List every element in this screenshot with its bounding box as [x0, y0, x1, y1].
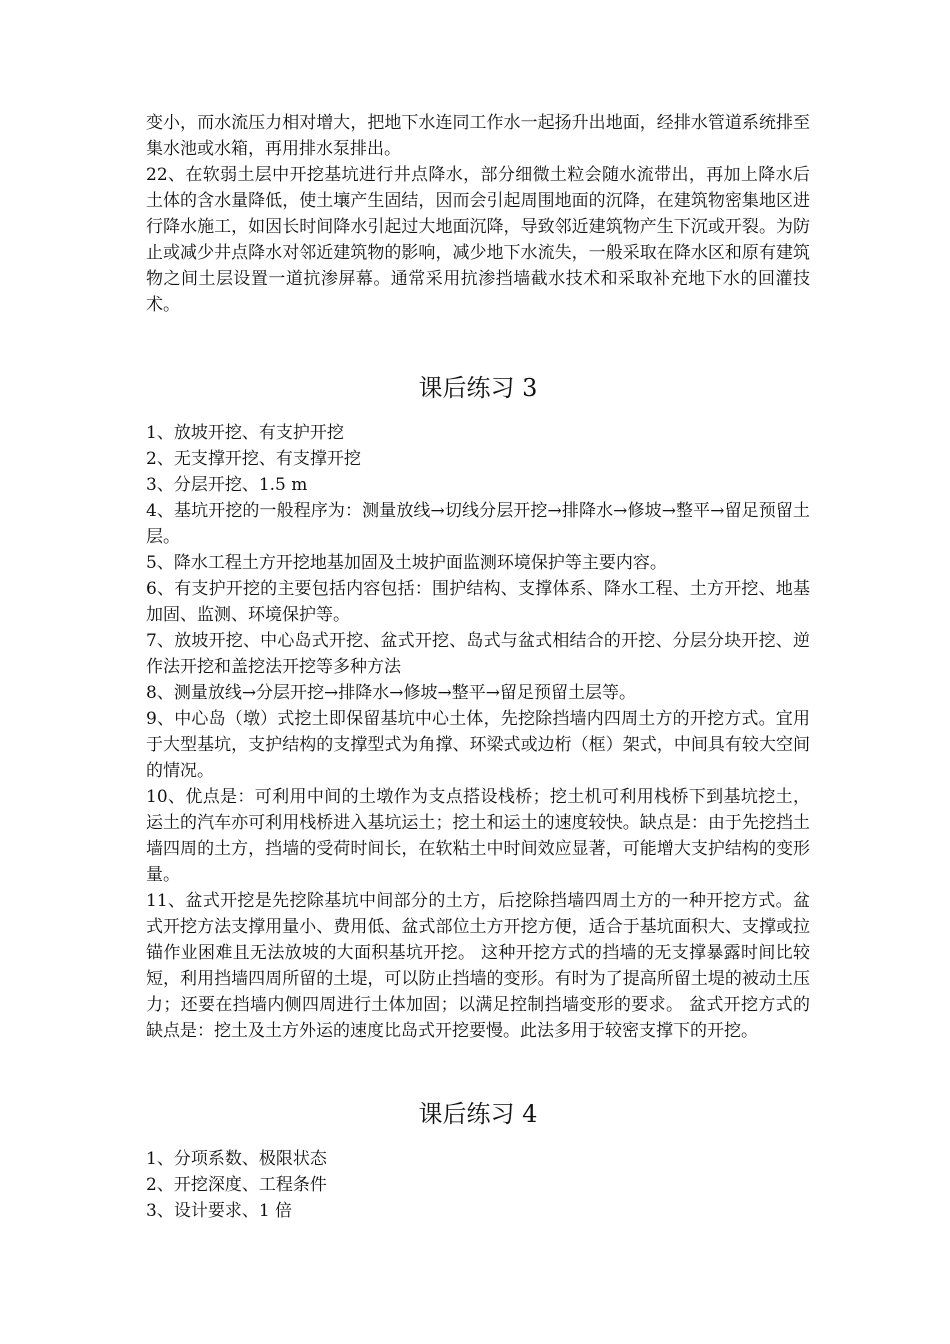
list-item: 4、基坑开挖的一般程序为：测量放线→切线分层开挖→排降水→修坡→整平→留足预留土层。 [146, 501, 810, 547]
section-4-list [146, 1146, 810, 1224]
list-item: 3、分层开挖、1.5 m [146, 475, 308, 495]
section-3-title: 课后练习 3 [418, 374, 538, 402]
intro-section [146, 110, 810, 318]
list-item: 8、测量放线→分层开挖→排降水→修坡→整平→留足预留土层等。 [146, 683, 637, 703]
list-item: 2、开挖深度、工程条件 [146, 1175, 327, 1195]
list-item: 11、盆式开挖是先挖除基坑中间部分的土方，后挖除挡墙四周土方的一种开挖方式。盆式开挖方法支撑用量小、费用低、盆式部位土方开挖方便，适合于基坑面积大、支撑或拉锚作业困难且无法放坡的大面积基坑开挖。 这种开挖方式的挡墙的无支撑暴露时间比较短，利用挡墙四周所留的土堤，可以防止挡墙的变形。有时为了提高所留土堤的被动土压力；还要在挡墙内侧四周进行土体加固；以满足控制挡墙变形的要求。 盆式开挖方式的缺点是：挖土及土方外运的速度比岛式开挖要慢。此法多用于较密支撑下的开挖。 [146, 891, 810, 1041]
section-3-list [146, 420, 810, 1044]
list-item: 1、分项系数、极限状态 [146, 1149, 327, 1169]
list-item: 7、放坡开挖、中心岛式开挖、盆式开挖、岛式与盆式相结合的开挖、分层分块开挖、逆作法开挖和盖挖法开挖等多种方法 [146, 631, 810, 677]
list-item: 10、优点是：可利用中间的土墩作为支点搭设栈桥；挖土机可利用栈桥下到基坑挖土，运土的汽车亦可利用栈桥进入基坑运土；挖土和运土的速度较快。缺点是：由于先挖挡土墙四周的土方，挡墙的受荷时间长，在软粘土中时间效应显著，可能增大支护结构的变形量。 [146, 787, 810, 885]
list-item: 3、设计要求、1 倍 [146, 1201, 293, 1221]
list-item: 2、无支撑开挖、有支撑开挖 [146, 449, 361, 469]
intro-paragraph: 变小，而水流压力相对增大，把地下水连同工作水一起扬升出地面，经排水管道系统排至集水池或水箱，再用排水泵排出。 [146, 113, 810, 159]
intro-paragraph: 22、在软弱土层中开挖基坑进行井点降水，部分细微土粒会随水流带出，再加上降水后土体的含水量降低，使土壤产生固结，因而会引起周围地面的沉降，在建筑物密集地区进行降水施工，如因长时间降水引起过大地面沉降，导致邻近建筑物产生下沉或开裂。为防止或减少井点降水对邻近建筑物的影响，减少地下水流失，一般采取在降水区和原有建筑物之间土层设置一道抗渗屏幕。通常采用抗渗挡墙截水技术和采取补充地下水的回灌技术。 [146, 165, 810, 315]
section-4-title: 课后练习 4 [418, 1100, 538, 1128]
list-item: 1、放坡开挖、有支护开挖 [146, 423, 344, 443]
document-page [146, 110, 810, 1224]
list-item: 6、有支护开挖的主要包括内容包括：围护结构、支撑体系、降水工程、土方开挖、地基加固、监测、环境保护等。 [146, 579, 810, 625]
list-item: 9、中心岛（墩）式挖土即保留基坑中心土体，先挖除挡墙内四周土方的开挖方式。宜用于大型基坑，支护结构的支撑型式为角撑、环梁式或边桁（框）架式，中间具有较大空间的情况。 [146, 709, 810, 781]
list-item: 5、降水工程土方开挖地基加固及土坡护面监测环境保护等主要内容。 [146, 553, 667, 573]
